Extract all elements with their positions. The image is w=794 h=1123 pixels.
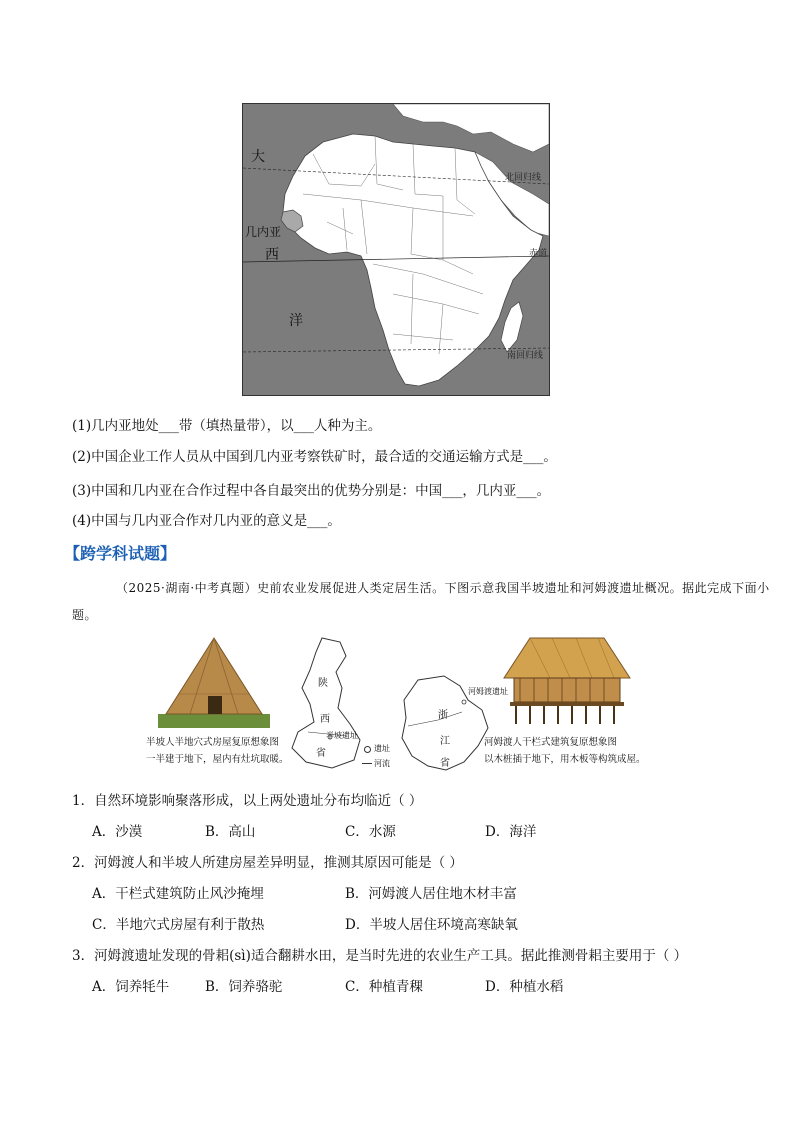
shaanxi-label-1: 陕 bbox=[318, 678, 328, 689]
mcq-2-stem: 2．河姆渡人和半坡人所建房屋差异明显，推测其原因可能是（ ） bbox=[72, 855, 463, 871]
map-tropic-north-label: 北回归线 bbox=[505, 173, 542, 183]
banpo-caption-2: 一半建于地下，屋内有灶坑取暖。 bbox=[146, 754, 289, 765]
sites-figure bbox=[140, 634, 646, 776]
mcq-2-option-a[interactable]: A．干栏式建筑防止风沙掩埋 bbox=[92, 886, 264, 902]
zhejiang-label-2: 江 bbox=[440, 736, 450, 747]
mcq-2-option-d[interactable]: D．半坡人居住环境高寒缺氧 bbox=[345, 917, 518, 933]
mcq-1-stem: 1．自然环境影响聚落形成，以上两处遗址分布均临近（ ） bbox=[72, 793, 423, 809]
hemudu-caption-1: 河姆渡人干栏式建筑复原想象图 bbox=[484, 737, 618, 748]
shaanxi-label-3: 省 bbox=[316, 748, 326, 759]
fill-question-2: (2)中国企业工作人员从中国到几内亚考察铁矿时，最合适的交通运输方式是___。 bbox=[72, 449, 557, 465]
fill-question-3: (3)中国和几内亚在合作过程中各自最突出的优势分别是：中国___，几内亚___。 bbox=[72, 483, 551, 499]
mcq-1-option-c[interactable]: C．水源 bbox=[345, 824, 396, 840]
banpo-hut-illustration bbox=[158, 634, 270, 728]
map-tropic-south-label: 南回归线 bbox=[507, 351, 544, 361]
intro-paragraph: （2025·湖南·中考真题）史前农业发展促进人类定居生活。下图示意我国半坡遗址和河姆渡遗址概况。据此完成下面小题。 bbox=[72, 581, 770, 622]
zhejiang-label-1: 浙 bbox=[438, 710, 448, 721]
legend-river-icon bbox=[362, 763, 372, 764]
fill-question-1: (1)几内亚地处___带（填热量带），以___人种为主。 bbox=[72, 418, 382, 434]
legend-site-icon bbox=[364, 746, 371, 753]
mcq-3-stem: 3．河姆渡遗址发现的骨耜(sì)适合翻耕水田，是当时先进的农业生产工具。据此推测骨耜主要用于（ ） bbox=[72, 948, 688, 964]
hemudu-site-label: 河姆渡遗址 bbox=[468, 687, 508, 696]
mcq-1-option-b[interactable]: B．高山 bbox=[205, 824, 256, 840]
hemudu-house-illustration bbox=[500, 634, 634, 726]
mcq-3-option-b[interactable]: B．饲养骆驼 bbox=[205, 979, 283, 995]
mcq-2-option-b[interactable]: B．河姆渡人居住地木材丰富 bbox=[345, 886, 517, 902]
map-guinea-label: 几内亚 bbox=[245, 225, 282, 239]
zhejiang-label-3: 省 bbox=[440, 758, 450, 769]
map-equator-label: 赤道 bbox=[529, 249, 548, 259]
legend-river-label: 河流 bbox=[374, 759, 390, 768]
mcq-1-option-a[interactable]: A．沙漠 bbox=[92, 824, 143, 840]
legend-site-label: 遗址 bbox=[374, 744, 390, 753]
shaanxi-label-2: 西 bbox=[320, 714, 330, 725]
banpo-site-label: 半坡遗址 bbox=[326, 731, 358, 740]
mcq-3-option-a[interactable]: A．饲养牦牛 bbox=[92, 979, 170, 995]
banpo-caption-1: 半坡人半地穴式房屋复原想象图 bbox=[146, 737, 280, 748]
section-title: 【跨学科试题】 bbox=[64, 544, 177, 563]
mcq-2-option-c[interactable]: C．半地穴式房屋有利于散热 bbox=[92, 917, 265, 933]
mcq-3-option-c[interactable]: C．种植青稞 bbox=[345, 979, 423, 995]
map-ocean-label-2: 西 bbox=[265, 247, 279, 263]
africa-map-svg bbox=[243, 104, 549, 395]
fill-question-4: (4)中国与几内亚合作对几内亚的意义是___。 bbox=[72, 513, 341, 529]
shaanxi-map bbox=[288, 636, 364, 772]
hemudu-caption-2: 以木桩插于地下，用木板等构筑成屋。 bbox=[484, 754, 646, 765]
mcq-3-option-d[interactable]: D．种植水稻 bbox=[485, 979, 564, 995]
africa-map bbox=[242, 103, 550, 396]
mcq-1-option-d[interactable]: D．海洋 bbox=[485, 824, 537, 840]
map-ocean-label-1: 大 bbox=[251, 149, 265, 165]
map-ocean-label-3: 洋 bbox=[289, 313, 303, 329]
